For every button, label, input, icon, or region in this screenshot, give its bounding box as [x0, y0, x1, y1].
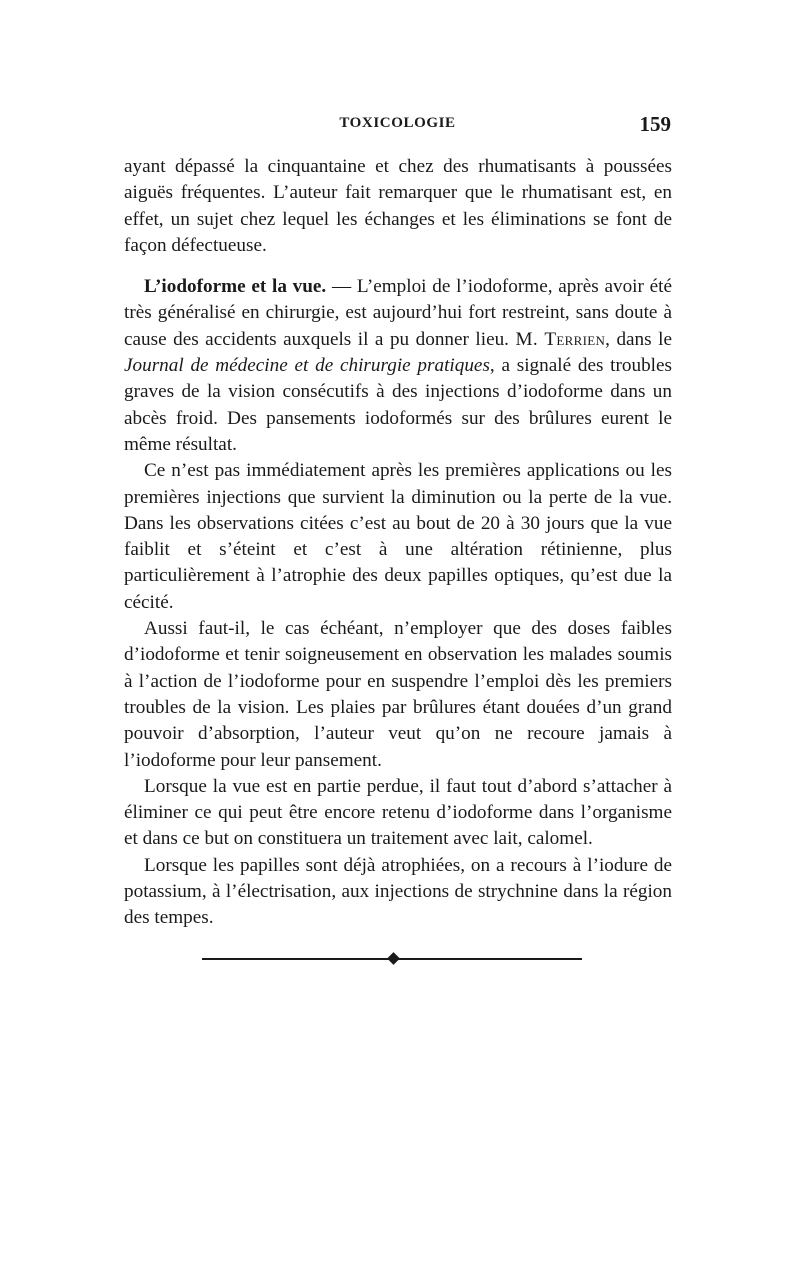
- body-text: [124, 154, 672, 932]
- running-head: [124, 112, 671, 139]
- author-name: M. Terrien: [515, 328, 606, 350]
- paragraph-text: , a signalé des troubles graves de la vision consécutifs à des injections d’iodoforme dans un abcès froid. Des pansements iodoformés sur des brûlures eurent le même résultat.: [124, 355, 672, 455]
- diamond-ornament-icon: [387, 952, 400, 965]
- paragraph-text: — L’emploi de l’iodoforme, après avoir été très généralisé en chirurgie, est aujourd’hui fort restreint, sans doute à cause des accidents auxquels il a pu donner lieu.: [124, 276, 672, 350]
- paragraph-precautions: Aussi faut-il, le cas échéant, n’employer que des doses faibles d’iodoforme et tenir soigneusement en observation les malades soumis à l’action de l’iodoforme pour en suspendre l’emploi dès les premiers troubles de la vision. Les plaies par brûlures étant douées d’un grand pouvoir d’absorption, l’auteur veut qu’on ne recoure jamais à l’iodoforme pour leur pansement.: [124, 618, 672, 771]
- paragraph-atrophy-treatment: Lorsque les papilles sont déjà atrophiées, on a recours à l’iodure de potassium, à l’électrisation, aux injections de strychnine dans la région des tempes.: [124, 854, 672, 929]
- journal-title: Journal de médecine et de chirurgie pratiques: [124, 355, 490, 377]
- section-title: L’iodoforme et la vue.: [144, 276, 327, 298]
- running-title: TOXICOLOGIE: [339, 115, 456, 131]
- paragraph-onset: Ce n’est pas immédiatement après les premières applications ou les premières injections que survient la diminution ou la perte de la vue. Dans les observations citées c’est au bout de 20 à 30 jours que la vue faiblit et s’éteint et c’est à une altération rétinienne, plus particulièrement à l’atrophie des deux papilles optiques, qu’est due la cécité.: [124, 460, 672, 613]
- page-number: 159: [639, 112, 671, 136]
- paragraph-continuation: ayant dépassé la cinquantaine et chez des rhumatisants à poussées aiguës fréquentes. L’auteur fait remarquer que le rhumatisant est, en effet, un sujet chez lequel les échanges et les éliminations se font de façon défectueuse.: [124, 156, 672, 256]
- section-end-rule: [202, 951, 582, 967]
- paragraph-text: , dans le: [605, 328, 672, 350]
- paragraph-iodoforme-section: [124, 274, 672, 458]
- paragraph-treatment: Lorsque la vue est en partie perdue, il faut tout d’abord s’attacher à éliminer ce qui peut être encore retenu d’iodoforme dans l’organisme et dans ce but on constituera un traitement avec lait, calomel.: [124, 775, 672, 850]
